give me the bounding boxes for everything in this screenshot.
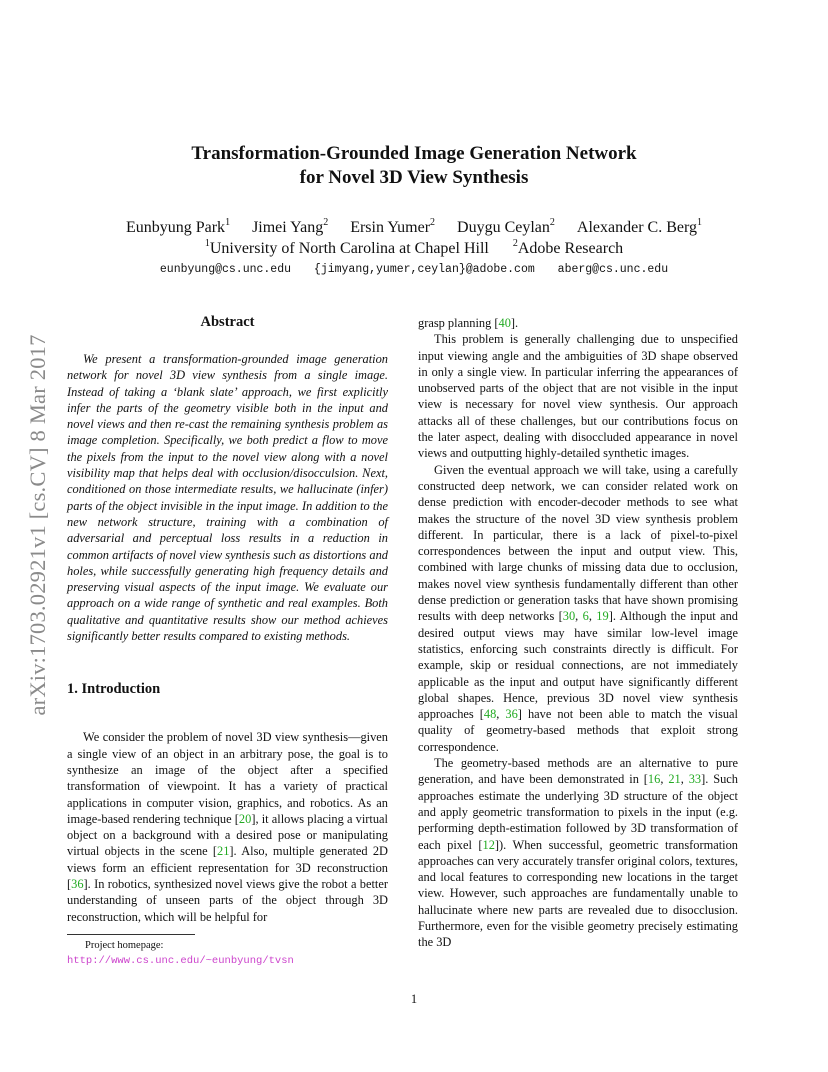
- affiliation: [513, 240, 623, 257]
- affiliation-mark: 1: [204, 238, 210, 249]
- text-run: ]. In robotics, synthesized novel views give the robot a better understanding of unseen parts of the object through 3D reconstruction, which will be helpful for: [67, 877, 388, 924]
- citation-link[interactable]: 19: [596, 609, 609, 624]
- text-run: Given the eventual approach we will take, using a carefully constructed deep network, we can consider related work on dense prediction with encoder-decoder methods to see what makes the structure of the novel 3D view synthesis problem different. In particular, there is a lack of pixel-to-pixel correspondences between the input and output view. This, combined with large chunks of missing data due to occlusion, makes novel view synthesis fundamentally different than other dense prediction or generation tasks that have shown promising results with deep networks [: [418, 462, 738, 624]
- text-run: ]. Also, multiple generated 2D views form an efficient representation for 3D reconstruction [: [67, 844, 388, 892]
- project-homepage-link[interactable]: http://www.cs.unc.edu/~eunbyung/tvsn: [67, 955, 294, 967]
- title-line-2: for Novel 3D View Synthesis: [299, 167, 529, 188]
- citation-link[interactable]: 21: [217, 844, 230, 859]
- intro-paragraph-4: [418, 755, 738, 951]
- affiliation-name: University of North Carolina at Chapel Hill: [209, 240, 489, 257]
- text-run: ,: [680, 772, 689, 787]
- citation-link[interactable]: 48: [483, 707, 497, 722]
- author-affil-mark: 2: [430, 217, 436, 228]
- intro-paragraph-2: This problem is generally challenging due to unspecified input viewing angle and the ambiguities of 3D shape observed in only a single view. In particular inferring the appearances of unobserved parts of the object that are not visible in the input view is necessary for novel view synthesis. Our approach attacks all of these challenges, but our contributions focus on the later aspect, dealing with disoccluded appearance in novel views and outputting highly-detailed synthetic images.: [418, 332, 738, 461]
- text-run: We consider the problem of novel 3D view synthesis—given a single view of an object in an arbitrary pose, the goal is to synthesize an image of the object after a specified transformation of viewpoint. It has a variety of practical applications in computer vision, graphics, and robotics. As an image-based rendering technique [: [67, 730, 388, 826]
- email: eunbyung@cs.unc.edu: [159, 263, 292, 276]
- citation-link[interactable]: 30: [562, 609, 576, 624]
- text-run: ,: [660, 772, 669, 787]
- author: [350, 219, 435, 236]
- author-name: Duygu Ceylan: [457, 219, 550, 236]
- author: [577, 219, 702, 236]
- citation-link[interactable]: 20: [238, 811, 252, 826]
- text-run: ,: [588, 609, 597, 624]
- paragraph-continuation: [418, 315, 738, 331]
- text-run: The geometry-based methods are an alternative to pure generation, and have been demonstrated in [: [418, 756, 738, 787]
- citation-link[interactable]: 36: [71, 877, 84, 892]
- author-name: Eunbyung Park: [125, 219, 226, 236]
- author-name: Ersin Yumer: [350, 219, 431, 236]
- affiliation-name: Adobe Research: [517, 240, 624, 257]
- footnote-text: Project homepage:: [85, 940, 164, 951]
- right-column: [418, 315, 738, 951]
- text-run: grasp planning [: [418, 316, 499, 330]
- citation-link[interactable]: 33: [688, 772, 702, 787]
- footnote: [67, 938, 392, 969]
- citation-link[interactable]: 36: [505, 707, 518, 722]
- author: [457, 219, 555, 236]
- email: aberg@cs.unc.edu: [557, 263, 669, 276]
- affiliation: [205, 240, 489, 257]
- author-affil-mark: 1: [697, 217, 703, 228]
- arxiv-sidebar: [18, 290, 58, 760]
- author-list: [0, 217, 828, 238]
- abstract-body: We present a transformation-grounded image generation network for novel 3D view synthesis from a single image. Instead of taking a ‘blank slate’ approach, we first explicitly infer the parts of the geometry visible both in the input and novel views and then re-cast the remaining synthesis problem as image completion. Specifically, we both predict a flow to move the pixels from the input to the novel view along with a novel visibility map that helps deal with occlusion/disocculsion. Next, conditioned on those intermediate results, we hallucinate (infer) parts of the object invisible in the input image. In addition to the new network structure, training with a combination of adversarial and perceptual loss results in a reduction in common artifacts of novel view synthesis such as distortions and holes, while successfully generating high frequency details and preserving visual aspects of the input image. We evaluate our approach on a wide range of synthetic and real examples. Both qualitative and quantitative results show our method achieves significantly better results compared to existing methods.: [67, 352, 388, 644]
- text-run: ], it allows placing a virtual object on a background with a desired pose or manipulating virtual objects in the scene [: [67, 811, 388, 859]
- arxiv-id: arXiv:1703.02921v1 [cs.CV] 8 Mar 2017: [25, 334, 50, 716]
- text-run: ,: [496, 707, 506, 722]
- citation-link[interactable]: 21: [668, 772, 681, 787]
- email: {jimyang,yumer,ceylan}@adobe.com: [313, 263, 535, 276]
- citation-link[interactable]: 6: [582, 609, 589, 624]
- text-run: ,: [575, 609, 583, 624]
- affiliation-list: [0, 238, 828, 259]
- author-affil-mark: 2: [323, 217, 329, 228]
- citation-link[interactable]: 40: [498, 316, 511, 330]
- author-affil-mark: 1: [225, 217, 231, 228]
- author-affil-mark: 2: [549, 217, 555, 228]
- title-line-1: Transformation-Grounded Image Generation Network: [191, 143, 637, 164]
- citation-link[interactable]: 16: [647, 772, 661, 787]
- left-column: [67, 312, 388, 925]
- citation-link[interactable]: 12: [482, 837, 495, 852]
- text-run: ].: [510, 316, 519, 330]
- page-number: 1: [410, 992, 418, 1006]
- author-name: Jimei Yang: [252, 219, 324, 236]
- intro-paragraph-1: [67, 729, 388, 925]
- author: [126, 219, 230, 236]
- text-run: ]). When successful, geometric transformation approaches can very accurately transfer original colors, textures, and local features to corresponding new locations in the target view. However, such approaches are fundamentally unable to hallucinate where new parts are revealed due to disocclusion. Furthermore, even for the visible geometry precisely estimating the 3D: [418, 837, 738, 950]
- intro-paragraph-3: [418, 462, 738, 755]
- text-run: ]. Although the input and desired output views may have similar low-level image statistics, enforcing such constraints directly is difficult. For example, skip or residual connections, are not immediately applicable as the input and output have significantly different global shapes. Hence, previous 3D novel view synthesis approaches [: [418, 609, 738, 722]
- abstract-heading: Abstract: [200, 314, 255, 330]
- paper-title: [0, 142, 828, 190]
- email-list: [0, 262, 828, 278]
- footnote-rule: [67, 934, 195, 935]
- text-run: ]. Such approaches estimate the underlying 3D structure of the object and apply geometric transformation to pixels in the input (e.g. performing depth-estimation followed by 3D transformation of each pixel [: [418, 772, 738, 852]
- text-run: ] have not been able to match the visual quality of geometry-based methods that exploit strong correspondence.: [418, 707, 739, 754]
- section-heading-introduction: 1. Introduction: [67, 681, 161, 698]
- affiliation-mark: 2: [512, 238, 518, 249]
- author-name: Alexander C. Berg: [576, 219, 698, 236]
- author: [252, 219, 328, 236]
